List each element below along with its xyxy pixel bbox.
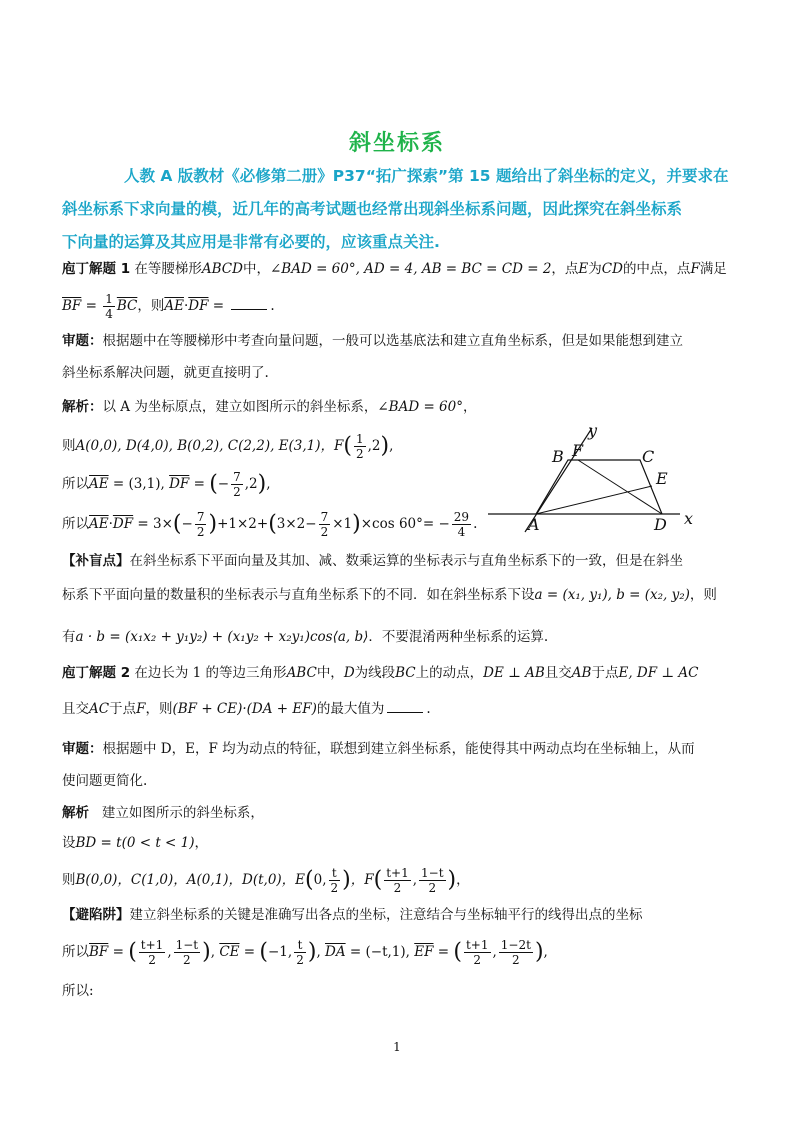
- blind-spot-line-3: 有a · b = (x₁x₂ + y₁y₂) + (x₁y₂ + x₂y₁)cos⟨a, b⟩．不要混淆两种坐标系的运算.: [62, 629, 549, 645]
- page-title: 斜坐标系: [348, 131, 445, 156]
- solution-2-line-2: 设BD = t(0 < t < 1)，: [62, 835, 208, 851]
- page-number: 1: [393, 1040, 401, 1054]
- answer-blank-1: [231, 297, 267, 310]
- answer-blank-2: [387, 700, 423, 713]
- problem-2-line-1: 庖丁解题 2 在边长为 1 的等边三角形ABC中，D为线段BC上的动点，DE ⊥ AB且交AB于点E, DF ⊥ AC: [62, 665, 699, 681]
- pitfall-note: 【避陷阱】建立斜坐标系的关键是准确写出各点的坐标，注意结合与坐标轴平行的线得出点的坐标: [62, 907, 643, 923]
- label-B: B: [552, 447, 564, 466]
- oblique-coordinate-figure: [480, 420, 710, 540]
- solution-2-last: 所以:: [62, 983, 94, 999]
- intro-paragraph: [62, 160, 732, 259]
- label-F: F: [572, 441, 584, 460]
- label-y: y: [588, 421, 598, 440]
- solution-1-line-2: 则A(0,0), D(4,0), B(0,2), C(2,2), E(3,1)，F( $\frac{1}{2}$ ,2),: [62, 432, 394, 461]
- solution-1-line-4: 所以$\overline{AE}\cdot\overline{DF} = 3\times(-$ $\frac{7}{2}$ )+1×2+(3×2− $\frac{7}{2}$ ×1)×cos 60°= − $\frac{29}{4}$ .: [62, 510, 478, 539]
- blind-spot-line-2: 标系下平面向量的数量积的坐标表示与直角坐标系下的不同．如在斜坐标系下设a = (x₁, y₁), b = (x₂, y₂)，则: [62, 587, 717, 603]
- segment-AE: [536, 486, 652, 514]
- label-A: A: [528, 515, 540, 534]
- label-C: C: [642, 447, 655, 466]
- problem-1-statement: 庖丁解题 1 在等腰梯形ABCD中，∠BAD = 60°, AD = 4, AB = BC = CD = 2，点E为CD的中点，点F满足: [62, 261, 727, 277]
- analysis-2-line-2: 使问题更简化.: [62, 773, 148, 789]
- intro-line-3: 下向量的运算及其应用是非常有必要的，应该重点关注.: [62, 233, 440, 251]
- solution-2-line-3: 则B(0,0)，C(1,0)，A(0,1)，D(t,0)，E(0, $\frac{t}{2}$ )，F( $\frac{t+1}{2}$ , $\frac{1-t}{2}$ )，: [62, 866, 470, 895]
- intro-line-1: 人教 A 版教材《必修第二册》P37“拓广探索”第 15 题给出了斜坐标的定义，并要求在: [124, 167, 729, 185]
- label-D: D: [654, 515, 667, 534]
- solution-1-line-3: 所以$\overline{AE} = (3,1)$, $\overline{DF}$ = (− $\frac{7}{2}$ ,2),: [62, 470, 271, 499]
- label-E: E: [656, 469, 668, 488]
- intro-line-2: 斜坐标系下求向量的模，近几年的高考试题也经常出现斜坐标系问题，因此探究在斜坐标系: [62, 200, 683, 218]
- blind-spot-line-1: 【补盲点】在斜坐标系下平面向量及其加、减、数乘运算的坐标表示与直角坐标系下的一致，但是在斜坐: [62, 553, 683, 569]
- problem-1-label: 庖丁解题 1: [62, 261, 131, 277]
- problem-1-condition: $\overline{BF}$ = $\frac{1}{4}$ $\overline{BC}$，则$\overline{AE}\cdot\overline{DF}$ = .: [62, 292, 275, 321]
- problem-2-line-2: 且交AC于点F，则(BF + CE)·(DA + EF)的最大值为 .: [62, 701, 431, 717]
- solution-2-line-1: 解析 建立如图所示的斜坐标系，: [62, 805, 264, 821]
- analysis-2-line-1: 审题：根据题中 D，E，F 均为动点的特征，联想到建立斜坐标系，能使得其中两动点均在坐标轴上，从而: [62, 741, 695, 757]
- analysis-1-line-2: 斜坐标系解决问题，就更直接明了.: [62, 365, 269, 381]
- trapezoid: [536, 460, 662, 514]
- solution-2-vectors: 所以$\overline{BF}$ = ( $\frac{t+1}{2}$ , $\frac{1-t}{2}$ ), $\overline{CE} = (-1$, $\frac{t}{2}$ ), $\overline{DA} = (-t,1)$, $\overline{EF}$ = ( $\frac{t+1}{2}$ , $\frac{1-2t}{2}$ ),: [62, 938, 548, 967]
- label-x: x: [684, 509, 694, 528]
- analysis-1-line-1: 审题：根据题中在等腰梯形中考查向量问题，一般可以选基底法和建立直角坐标系，但是如果能想到建立: [62, 333, 683, 349]
- solution-1-line-1: 解析：以 A 为坐标原点，建立如图所示的斜坐标系，∠BAD = 60°，: [62, 399, 477, 415]
